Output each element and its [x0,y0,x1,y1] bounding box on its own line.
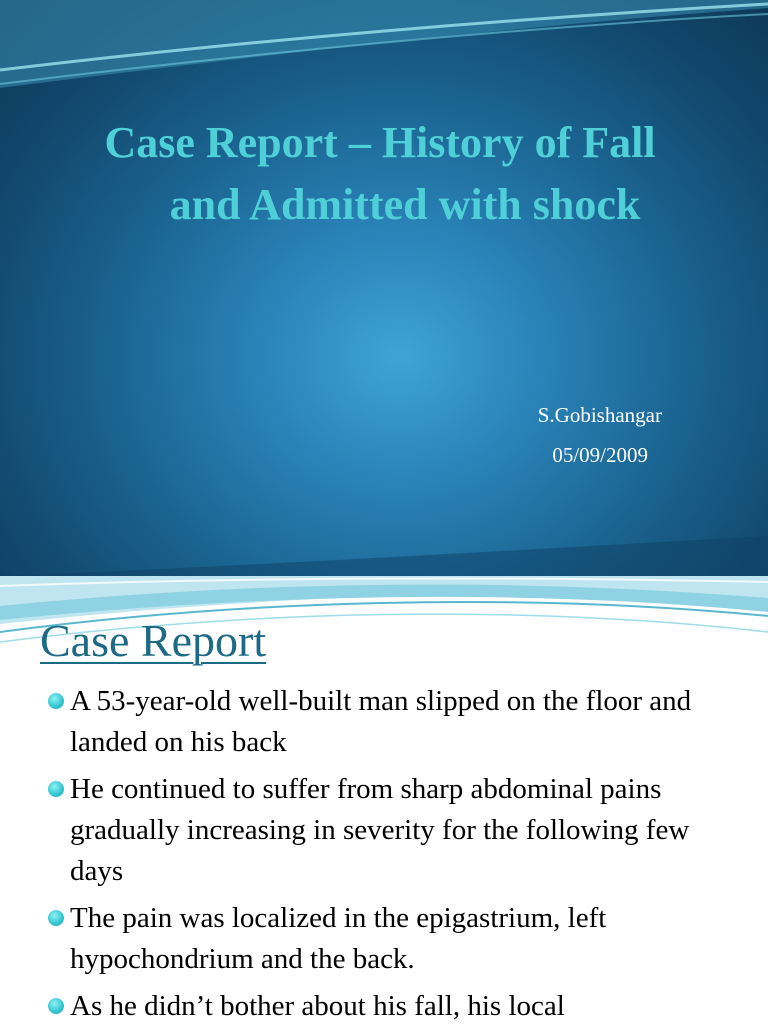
author-name: S.Gobishangar [537,403,662,427]
bullet-text: A 53-year-old well-built man slipped on the floor and landed on his back [70,685,692,758]
slide-heading: Case Report [40,615,267,666]
bullet-item [44,681,744,763]
bullet-text: He continued to suffer from sharp abdominal pains gradually increasing in severity for the following few days [70,773,690,887]
title-line-1: Case Report – History of Fall [104,118,656,167]
bullet-dot-icon [48,693,64,709]
decorative-swoosh-bottom [0,536,768,576]
decorative-swoosh-top [0,0,768,90]
title-line-2: and Admitted with shock [169,180,641,229]
bullet-list [44,681,744,1024]
content-slide [0,576,768,1024]
slide-title [30,112,730,236]
bullet-text: The pain was localized in the epigastrium, left hypochondrium and the back. [70,902,607,975]
bullet-item [44,898,744,980]
bullet-item [44,769,744,892]
bullet-text: As he didn’t bother about his fall, his local [70,990,565,1022]
bullet-item [44,986,744,1024]
bullet-dot-icon [48,998,64,1014]
bullet-dot-icon [48,910,64,926]
presentation-date: 05/09/2009 [552,443,648,467]
bullet-dot-icon [48,781,64,797]
